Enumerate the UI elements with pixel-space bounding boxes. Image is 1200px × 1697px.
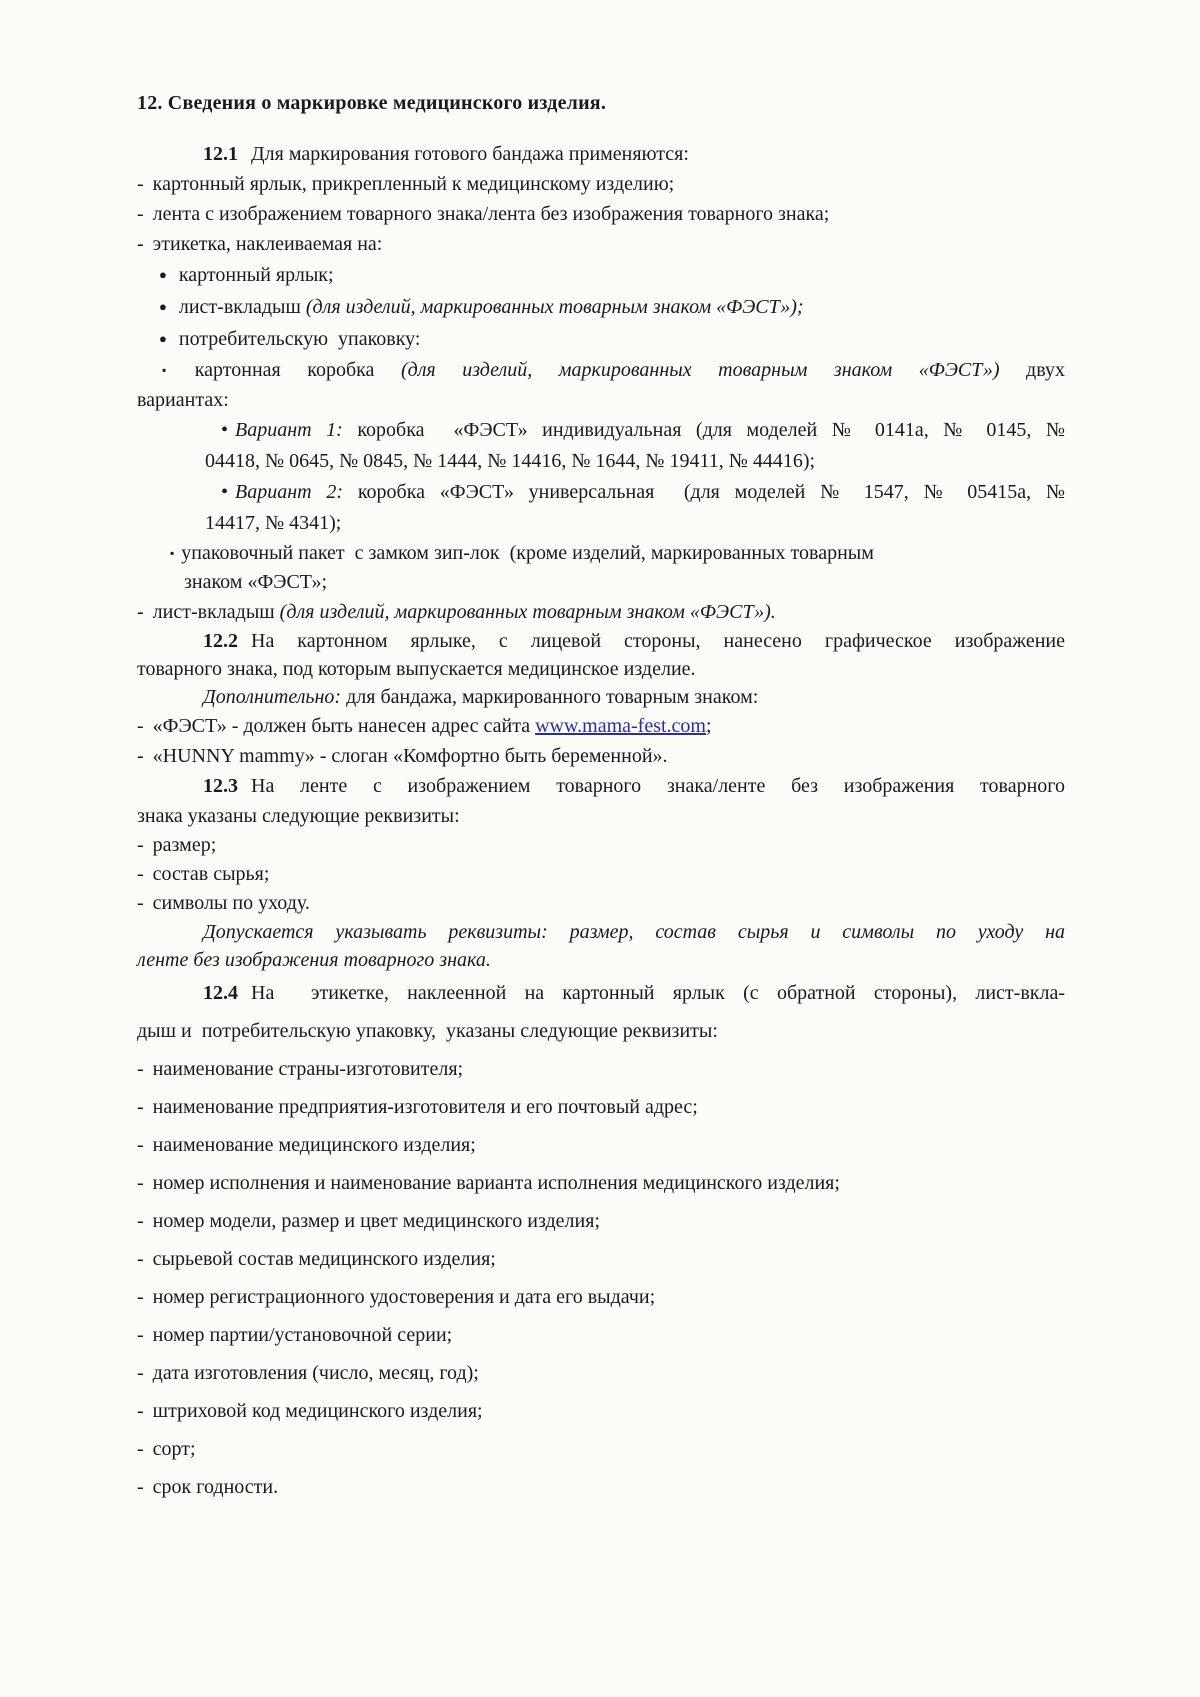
- list-item: [137, 1354, 1065, 1392]
- box-item-line1: [137, 355, 1065, 385]
- list-item: [137, 199, 1065, 229]
- para-line2: [137, 1012, 1065, 1050]
- list-item: [159, 259, 1065, 291]
- text-run: 14417, № 4341);: [205, 512, 342, 534]
- list-item: [137, 711, 1065, 741]
- para-12-1-intro: [137, 139, 1065, 169]
- dash-marker: -: [137, 203, 144, 225]
- text-run-italic: (для изделий, маркированных товарным знаком «ФЭСТ»): [400, 359, 1000, 381]
- text-run: коробка «ФЭСТ» универсальная (для моделей № 1547, № 05415а, №: [343, 481, 1065, 503]
- pack-line1: [170, 539, 1065, 568]
- dash-marker: -: [137, 1172, 144, 1194]
- para-line1: [137, 627, 1065, 655]
- dash-marker: -: [137, 834, 144, 856]
- list-item-text: картонный ярлык, прикрепленный к медицинскому изделию;: [152, 173, 675, 195]
- list-item: [137, 1278, 1065, 1316]
- para-additional: [137, 683, 1065, 711]
- dash-marker: -: [137, 1438, 144, 1460]
- variant-line1: [205, 477, 1065, 508]
- clause-number: 12.1: [203, 143, 238, 165]
- box-item-line2: [137, 385, 1065, 415]
- para-line2: [137, 655, 1065, 683]
- list-item-text: этикетка, наклеиваемая на:: [152, 233, 383, 255]
- text-run: Для маркирования готового бандажа применяются:: [251, 143, 689, 165]
- dash-marker: -: [137, 1248, 144, 1270]
- list-item: [137, 1430, 1065, 1468]
- clause-number: 12.2: [203, 630, 238, 652]
- list-item: [137, 1316, 1065, 1354]
- text-run: На ленте с изображением товарного знака/ленте без изображения товарного: [251, 775, 1065, 797]
- list-item: [137, 597, 1065, 627]
- variant-line2: [205, 508, 1065, 539]
- list-item-note: (для изделий, маркированных товарным знаком «ФЭСТ»).: [279, 601, 776, 623]
- list-item: [137, 741, 1065, 771]
- list-item-text: картонный ярлык;: [178, 264, 334, 286]
- clause-number: 12.3: [203, 775, 238, 797]
- list-item: [137, 1468, 1065, 1506]
- list-item: [137, 1050, 1065, 1088]
- list-item: [137, 1240, 1065, 1278]
- dash-marker: -: [137, 1058, 144, 1080]
- list-item: [159, 323, 1065, 355]
- list-item: [137, 1088, 1065, 1126]
- website-link[interactable]: www.mama-fest.com: [535, 715, 706, 737]
- text-run: На этикетке, наклеенной на картонный ярлык (с обратной стороны), лист-вкла-: [251, 982, 1065, 1004]
- list-item-text: номер модели, размер и цвет медицинского изделия;: [152, 1210, 600, 1232]
- text-run: вариантах:: [137, 389, 229, 411]
- dash-marker: -: [137, 1400, 144, 1422]
- dash-marker: -: [137, 601, 144, 623]
- variant-label: Вариант 2:: [235, 481, 344, 503]
- para-12-4: [137, 974, 1065, 1050]
- list-item-text: состав сырья;: [152, 863, 270, 885]
- variant-item: [137, 415, 1065, 477]
- list-item-text: символы по уходу.: [152, 892, 310, 914]
- dash-marker: -: [137, 173, 144, 195]
- list-item-text: сорт;: [152, 1438, 196, 1460]
- square-bullet-icon: ▪: [170, 546, 175, 560]
- pack-line2: [170, 568, 1065, 597]
- variant-label: Вариант 1:: [235, 419, 343, 441]
- text-run-italic: Допускается указывать реквизиты: размер, состав сырья и символы по уходу на: [203, 921, 1065, 943]
- list-item: [137, 229, 1065, 259]
- bullet-icon: ●: [159, 331, 167, 346]
- list-item: [137, 1392, 1065, 1430]
- list-item-text: наименование страны-изготовителя;: [152, 1058, 464, 1080]
- list-item-text: срок годности.: [152, 1476, 279, 1498]
- bullet-icon: ●: [159, 299, 167, 314]
- dash-marker: -: [137, 863, 144, 885]
- list-item-text: ;: [705, 715, 712, 737]
- text-run: знаком «ФЭСТ»;: [184, 571, 328, 593]
- dash-marker: -: [137, 745, 144, 767]
- bullet-icon: •: [221, 481, 229, 503]
- text-run: упаковочный пакет с замком зип-лок (кроме изделий, маркированных товарным: [181, 542, 874, 564]
- variant-line1: [205, 415, 1065, 446]
- list-item-text: наименование предприятия-изготовителя и его почтовый адрес;: [152, 1096, 698, 1118]
- dash-marker: -: [137, 233, 144, 255]
- list-item-text: сырьевой состав медицинского изделия;: [152, 1248, 496, 1270]
- list-item-text: номер партии/установочной серии;: [152, 1324, 453, 1346]
- para-line2: [137, 801, 1065, 831]
- dash-marker: -: [137, 1476, 144, 1498]
- list-item: [137, 1202, 1065, 1240]
- variant-line2: [205, 446, 1065, 477]
- list-item-text: лента с изображением товарного знака/лента без изображения товарного знака;: [152, 203, 830, 225]
- para-line1: [137, 771, 1065, 801]
- dash-marker: -: [137, 1324, 144, 1346]
- list-item: [159, 291, 1065, 323]
- list-item-text: номер исполнения и наименование варианта исполнения медицинского изделия;: [152, 1172, 840, 1194]
- dash-marker: -: [137, 1134, 144, 1156]
- text-run: коробка «ФЭСТ» индивидуальная (для моделей № 0141а, № 0145, №: [342, 419, 1065, 441]
- para-12-3: [137, 771, 1065, 831]
- clause-number: 12.4: [203, 982, 238, 1004]
- square-bullet-icon: ▪: [162, 363, 188, 377]
- text-run: двух: [999, 359, 1065, 381]
- list-item-text: штриховой код медицинского изделия;: [152, 1400, 483, 1422]
- text-run-italic: ленте без изображения товарного знака.: [137, 949, 491, 971]
- section-heading: 12. Сведения о маркировке медицинского изделия.: [137, 92, 607, 114]
- text-run: для бандажа, маркированного товарным знаком:: [341, 686, 759, 708]
- para-note: [137, 918, 1065, 974]
- list-item-text: лист-вкладыш: [178, 296, 306, 318]
- dash-marker: -: [137, 1362, 144, 1384]
- list-item: [137, 1164, 1065, 1202]
- dash-marker: -: [137, 1096, 144, 1118]
- bullet-icon: ●: [159, 267, 167, 282]
- list-item-note: (для изделий, маркированных товарным знаком «ФЭСТ»);: [305, 296, 804, 318]
- text-run: дыш и потребительскую упаковку, указаны следующие реквизиты:: [137, 1020, 718, 1042]
- box-item: [137, 355, 1065, 415]
- list-item-text: размер;: [152, 834, 217, 856]
- list-item-text: наименование медицинского изделия;: [152, 1134, 476, 1156]
- dash-marker: -: [137, 715, 144, 737]
- text-run: товарного знака, под которым выпускается медицинское изделие.: [137, 658, 696, 680]
- additional-label: Дополнительно:: [203, 686, 342, 708]
- text-run: картонная коробка: [194, 359, 401, 381]
- list-item: [137, 169, 1065, 199]
- list-item-text: потребительскую упаковку:: [178, 328, 421, 350]
- dash-marker: -: [137, 1210, 144, 1232]
- text-run: 04418, № 0645, № 0845, № 1444, № 14416, № 1644, № 19411, № 44416);: [205, 450, 816, 472]
- text-run: знака указаны следующие реквизиты:: [137, 805, 460, 827]
- list-item-text: «ФЭСТ» - должен быть нанесен адрес сайта: [152, 715, 536, 737]
- list-item-text: лист-вкладыш: [152, 601, 280, 623]
- para-line1: [137, 974, 1065, 1012]
- note-line1: [137, 918, 1065, 946]
- list-item-text: номер регистрационного удостоверения и дата его выдачи;: [152, 1286, 656, 1308]
- note-line2: [137, 946, 1065, 974]
- list-item: [137, 831, 1065, 860]
- variant-item: [137, 477, 1065, 539]
- para-12-2: [137, 627, 1065, 683]
- pack-item: [137, 539, 1065, 597]
- list-item-text: «HUNNY mammy» - слоган «Комфортно быть беременной».: [152, 745, 668, 767]
- list-item: [137, 860, 1065, 889]
- bullet-icon: •: [221, 419, 229, 441]
- list-item-text: дата изготовления (число, месяц, год);: [152, 1362, 479, 1384]
- text-run: На картонном ярлыке, с лицевой стороны, нанесено графическое изображение: [251, 630, 1065, 652]
- list-item: [137, 1126, 1065, 1164]
- dash-marker: -: [137, 892, 144, 914]
- list-item: [137, 889, 1065, 918]
- dash-marker: -: [137, 1286, 144, 1308]
